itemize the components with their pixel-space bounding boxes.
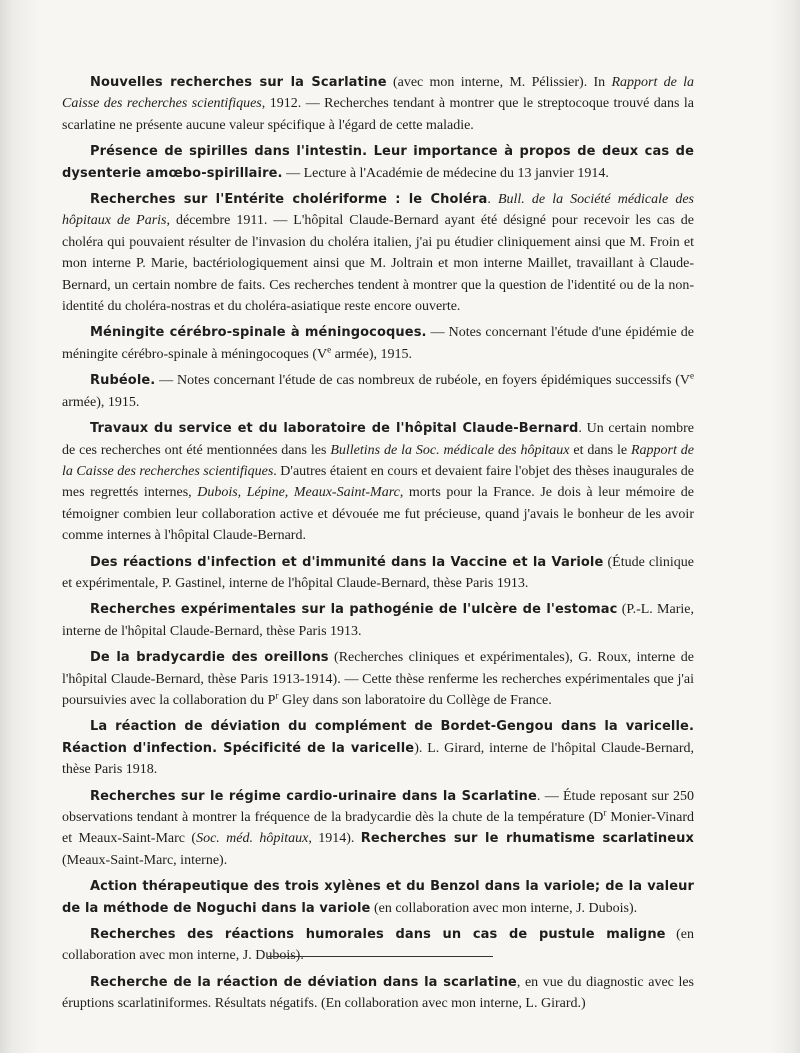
entry-text: armée), 1915. — [331, 346, 412, 362]
entry-text: (P.-L. Marie, interne de l'hôpital Claude-Bernard, thèse Paris 1913. — [62, 602, 694, 639]
citation-italic: Rapport de la Caisse des recherches scientifiques — [62, 75, 695, 112]
entry-deviation — [62, 972, 694, 1015]
entry-rubeole — [62, 370, 694, 413]
entry-title: Recherches des réactions humorales dans un cas de pustule maligne — [90, 927, 666, 943]
entry-title: Présence de spirilles dans l'intestin. Leur importance à propos de deux cas de dysenterie amœbo-spirillaire. — [62, 144, 694, 181]
entry-title: Recherches expérimentales sur la pathogénie de l'ulcère de l'estomac — [90, 602, 618, 618]
superscript: r — [603, 807, 607, 818]
entry-text: . — [487, 192, 498, 208]
citation-italic: Bulletins de la Soc. médicale des hôpitaux — [330, 442, 570, 458]
entry-title: La réaction de déviation du complément de Bordet-Gengou dans la varicelle. Réaction d'infection. Spécificité de la varicelle — [62, 719, 694, 756]
entry-vaccine — [62, 552, 694, 595]
entry-title: Nouvelles recherches sur la Scarlatine — [90, 75, 387, 90]
entry-cardio — [62, 786, 694, 872]
entry-title: Action thérapeutique des trois xylènes et du Benzol dans la variole; de la valeur de la méthode de Noguchi dans la variole — [62, 879, 694, 916]
entry-title: Rubéole. — [90, 373, 156, 389]
entry-text: — Lecture à l'Académie de médecine du 13 janvier 1914. — [282, 165, 609, 181]
entry-ulcere — [62, 599, 694, 642]
entry-pustule — [62, 924, 694, 967]
entry-text: (Étude clinique et expérimentale, P. Gastinel, interne de l'hôpital Claude-Bernard, thèse Paris 1913. — [62, 554, 694, 591]
entry-text: , décembre 1911. — L'hôpital Claude-Bernard ayant été désigné pour recevoir les cas de choléra qui pouvaient résulter de l'invasion du choléra italien, j'ai pu étudier cliniquement ainsi que M. Froin et mon interne P. Marie, bactériologiquement ainsi que M. Joltrain et mon interne Maillet, travaillant à Claude-Bernard, un certain nombre de faits. Ces recherches tendent à montrer que la question de l'identité ou de la non-identité du choléra-nostras et du choléra-asiatique reste encore ouverte. — [62, 213, 695, 315]
entry-text: , en vue du diagnostic avec les éruptions scarlatiniformes. Résultats négatifs. (En collaboration avec mon interne, L. Girard.) — [62, 974, 695, 1012]
entry-text: armée), 1915. — [62, 394, 140, 410]
citation-italic: Bull. de la Société médicale des hôpitaux de Paris — [62, 192, 694, 229]
entry-title: Des réactions d'infection et d'immunité dans la Vaccine et la Variole — [90, 554, 604, 570]
entry-text: . D'autres étaient en cours et devaient faire l'objet des thèses inaugurales de mes regrettés internes, — [62, 463, 694, 501]
entry-title: Méningite cérébro-spinale à méningocoques. — [90, 325, 427, 341]
superscript: e — [327, 344, 332, 355]
entry-text: (Meaux-Saint-Marc, interne). — [62, 852, 228, 868]
entry-scarlatine — [62, 72, 694, 136]
entry-text: ). L. Girard, interne de l'hôpital Claude-Bernard, thèse Paris 1918. — [62, 740, 694, 778]
citation-italic: Soc. méd. hôpitaux — [196, 831, 309, 847]
entry-title: Recherches sur l'Entérite cholériforme : le Choléra — [90, 192, 488, 208]
entry-bradycardie — [62, 647, 694, 711]
entry-text: — Notes concernant l'étude d'une épidémie de méningite cérébro-spinale à méningocoques (V — [62, 325, 694, 362]
entry-title: Recherche de la réaction de déviation dans la scarlatine — [90, 974, 517, 990]
entry-meningite — [62, 322, 694, 365]
superscript: e — [690, 370, 694, 381]
citation-italic: Dubois, Lépine, Meaux-Saint-Marc — [197, 485, 400, 501]
citation-italic: Rapport de la Caisse des recherches scientifiques — [62, 442, 695, 479]
entry-text: . — Étude reposant sur 250 observations tendant à montrer la fréquence de la bradycardie dès la chute de la température (D — [62, 788, 694, 825]
entry-travaux — [62, 418, 694, 546]
entry-text: (en collaboration avec mon interne, J. Dubois). — [370, 900, 638, 916]
entry-text: — Notes concernant l'étude de cas nombreux de rubéole, en foyers épidémiques successifs (V — [155, 373, 690, 389]
entry-text: (en collaboration avec mon interne, J. Dubois). — [62, 927, 694, 964]
superscript: r — [275, 690, 279, 701]
entry-text: et dans le — [569, 442, 631, 458]
entry-bordet — [62, 716, 694, 780]
entry-text: , 1914). — [308, 831, 361, 847]
entry-text: (avec mon interne, M. Pélissier). In — [386, 75, 612, 90]
entry-title: De la bradycardie des oreillons — [90, 650, 329, 666]
entry-title: Travaux du service et du laboratoire de l'hôpital Claude-Bernard — [90, 421, 579, 437]
closing-rule — [268, 956, 493, 957]
bibliography-list — [62, 72, 694, 1020]
entry-xylenes — [62, 876, 694, 919]
entry-text: Gley dans son laboratoire du Collège de France. — [278, 692, 552, 708]
entry-text: , morts pour la France. Je dois à leur mémoire de témoigner combien leur collaboration active et dévouée me fut précieuse, quand j'avais le bonheur de les avoir comme internes à l'hôpital Claude-Bernard. — [62, 485, 694, 544]
entry-cholera — [62, 189, 694, 317]
entry-text: (Recherches cliniques et expérimentales), G. Roux, interne de l'hôpital Claude-Bernard, thèse Paris 1913-1914). — Cette thèse renferme les recherches expérimentales que j'ai poursuivies avec la collaboration du P — [62, 650, 694, 708]
entry-title: Recherches sur le rhumatisme scarlatineux — [360, 831, 694, 847]
entry-text: Monier-Vinard et Meaux-Saint-Marc ( — [62, 810, 694, 847]
entry-text: . Un certain nombre de ces recherches ont été mentionnées dans les — [62, 421, 694, 458]
entry-text: , 1912. — Recherches tendant à montrer que le streptocoque trouvé dans la scarlatine ne présente aucune valeur spécifique à l'égard de cette maladie. — [62, 96, 694, 133]
entry-title: Recherches sur le régime cardio-urinaire dans la Scarlatine — [90, 788, 537, 804]
entry-spirilles — [62, 141, 694, 184]
